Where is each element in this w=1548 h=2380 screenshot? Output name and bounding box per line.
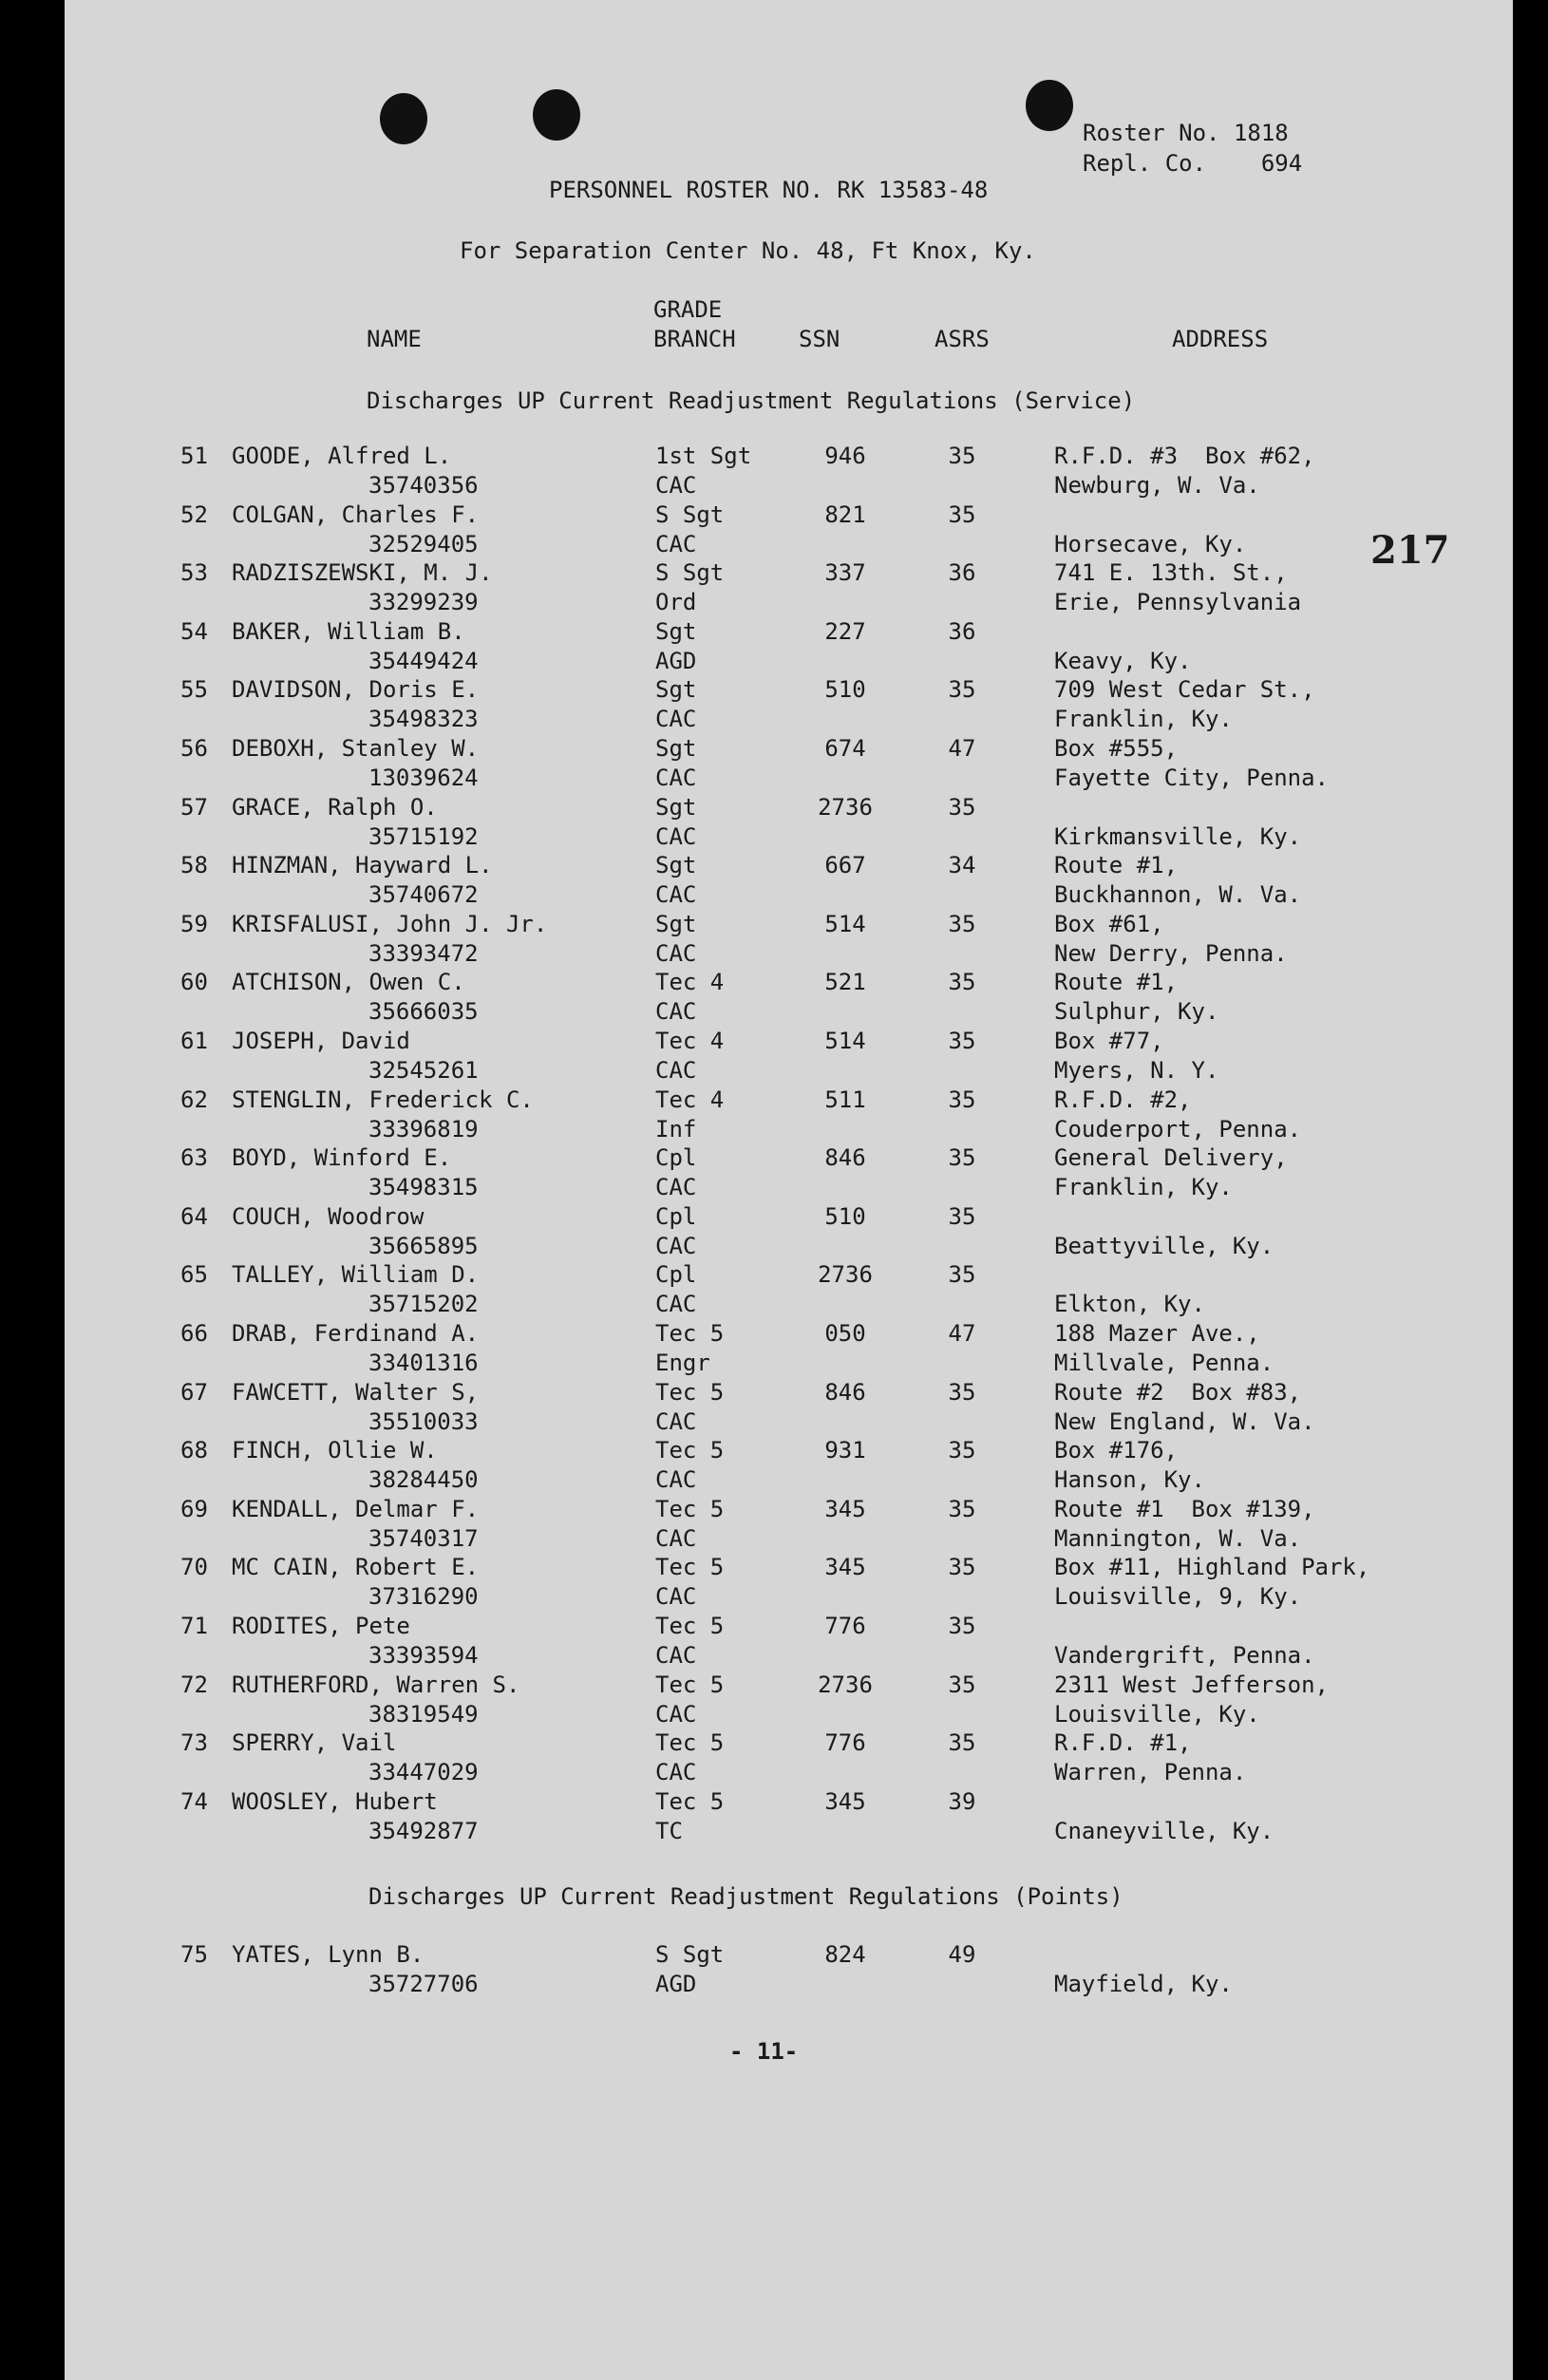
entry-number: 63	[180, 1144, 208, 1172]
branch: AGD	[655, 1971, 697, 1997]
entry-number: 56	[180, 735, 208, 762]
grade: Tec 4	[655, 1086, 725, 1113]
address-line-1: 709 West Cedar St.,	[1054, 676, 1315, 704]
asrs-score: 47	[948, 1320, 976, 1347]
soldier-name: KENDALL, Delmar F.	[232, 1495, 480, 1522]
ssn: 521	[824, 969, 866, 996]
address-line-2: Fayette City, Penna.	[1054, 765, 1329, 791]
column-header-name: NAME	[367, 326, 422, 352]
ssn: 510	[824, 676, 866, 704]
roster-entry	[65, 794, 1513, 853]
branch: Ord	[655, 589, 697, 616]
punch-hole-3	[1026, 80, 1073, 131]
address-line-2: Erie, Pennsylvania	[1054, 589, 1302, 616]
soldier-name: COUCH, Woodrow	[232, 1202, 425, 1230]
ssn: 345	[824, 1554, 866, 1581]
branch: CAC	[655, 706, 697, 733]
asrs-score: 39	[948, 1787, 976, 1815]
branch: CAC	[655, 765, 697, 791]
soldier-name: RUTHERFORD, Warren S.	[232, 1671, 520, 1698]
address-line-1: 2311 West Jefferson,	[1054, 1671, 1329, 1698]
entry-number: 66	[180, 1320, 208, 1347]
grade: Cpl	[655, 1144, 697, 1172]
address-line-2: Franklin, Ky.	[1054, 706, 1233, 733]
branch: CAC	[655, 1759, 697, 1786]
entry-number: 59	[180, 910, 208, 937]
punch-hole-1	[380, 93, 427, 144]
roster-entry	[65, 1496, 1513, 1555]
grade: Sgt	[655, 676, 697, 704]
entry-number: 73	[180, 1729, 208, 1757]
roster-entry	[65, 1203, 1513, 1262]
branch: CAC	[655, 1642, 697, 1669]
soldier-name: FAWCETT, Walter S,	[232, 1378, 480, 1406]
soldier-name: BAKER, William B.	[232, 617, 465, 645]
grade: Tec 5	[655, 1729, 725, 1757]
entry-number: 55	[180, 676, 208, 704]
soldier-name: DEBOXH, Stanley W.	[232, 735, 480, 762]
entry-number: 60	[180, 969, 208, 996]
address-line-1: Route #1,	[1054, 969, 1179, 996]
roster-entry	[65, 1788, 1513, 1847]
ssn: 345	[824, 1787, 866, 1815]
address-line-1: Box #77,	[1054, 1028, 1164, 1054]
address-line-1: Route #1,	[1054, 852, 1179, 879]
section-heading-points: Discharges UP Current Readjustment Regulations (Points)	[368, 1883, 1123, 1910]
ssn: 946	[824, 443, 866, 469]
roster-entry	[65, 1261, 1513, 1320]
asrs-score: 36	[948, 559, 976, 587]
asrs-score: 35	[948, 1437, 976, 1464]
branch: CAC	[655, 1700, 697, 1728]
address-line-1: Box #176,	[1054, 1437, 1179, 1464]
address-line-1: General Delivery,	[1054, 1144, 1288, 1172]
address-line-2: New England, W. Va.	[1054, 1407, 1315, 1435]
army-serial-number: 35492877	[368, 1817, 479, 1844]
column-header-address: ADDRESS	[1172, 326, 1269, 352]
grade: Tec 5	[655, 1613, 725, 1639]
roster-entry	[65, 1028, 1513, 1086]
asrs-score: 35	[948, 793, 976, 821]
army-serial-number: 35498323	[368, 706, 479, 733]
entry-number: 69	[180, 1495, 208, 1522]
branch: CAC	[655, 881, 697, 909]
entry-number: 52	[180, 501, 208, 528]
grade: Tec 4	[655, 1028, 725, 1054]
army-serial-number: 13039624	[368, 765, 479, 791]
ssn: 2736	[818, 1261, 873, 1289]
army-serial-number: 33447029	[368, 1759, 479, 1786]
address-line-1: Box #11, Highland Park,	[1054, 1554, 1370, 1581]
branch: CAC	[655, 822, 697, 850]
army-serial-number: 38319549	[368, 1700, 479, 1728]
entry-number: 61	[180, 1028, 208, 1054]
column-header-ssn: SSN	[799, 326, 840, 352]
address-line-2: Couderport, Penna.	[1054, 1115, 1302, 1143]
roster-entry	[65, 1554, 1513, 1613]
column-header-branch: BRANCH	[653, 326, 736, 352]
soldier-name: ATCHISON, Owen C.	[232, 969, 465, 996]
branch: CAC	[655, 1524, 697, 1552]
address-line-2: Buckhannon, W. Va.	[1054, 881, 1302, 909]
address-line-2: Vandergrift, Penna.	[1054, 1642, 1315, 1669]
grade: Tec 5	[655, 1671, 725, 1698]
roster-entry	[65, 443, 1513, 501]
grade: S Sgt	[655, 501, 725, 528]
address-line-1: R.F.D. #3 Box #62,	[1054, 443, 1315, 469]
column-header-grade: GRADE	[653, 296, 723, 323]
grade: Tec 5	[655, 1320, 725, 1347]
ssn: 846	[824, 1144, 866, 1172]
entry-number: 68	[180, 1437, 208, 1464]
army-serial-number: 35715202	[368, 1291, 479, 1318]
soldier-name: RADZISZEWSKI, M. J.	[232, 559, 493, 587]
ssn: 821	[824, 501, 866, 528]
entry-number: 64	[180, 1202, 208, 1230]
ssn: 2736	[818, 793, 873, 821]
address-line-2: New Derry, Penna.	[1054, 939, 1288, 967]
address-line-2: Keavy, Ky.	[1054, 647, 1192, 674]
army-serial-number: 38284450	[368, 1466, 479, 1494]
army-serial-number: 37316290	[368, 1583, 479, 1611]
grade: Tec 5	[655, 1787, 725, 1815]
grade: Cpl	[655, 1202, 697, 1230]
address-line-2: Beattyville, Ky.	[1054, 1232, 1274, 1259]
branch: Engr	[655, 1350, 710, 1376]
army-serial-number: 33299239	[368, 589, 479, 616]
soldier-name: HINZMAN, Hayward L.	[232, 852, 493, 879]
asrs-score: 35	[948, 443, 976, 469]
entry-number: 51	[180, 443, 208, 469]
branch: CAC	[655, 530, 697, 557]
branch: Inf	[655, 1115, 697, 1143]
asrs-score: 34	[948, 852, 976, 879]
grade: S Sgt	[655, 559, 725, 587]
branch: CAC	[655, 998, 697, 1026]
soldier-name: KRISFALUSI, John J. Jr.	[232, 910, 548, 937]
asrs-score: 35	[948, 676, 976, 704]
ssn: 510	[824, 1202, 866, 1230]
grade: Tec 4	[655, 969, 725, 996]
entry-number: 58	[180, 852, 208, 879]
asrs-score: 35	[948, 1144, 976, 1172]
asrs-score: 35	[948, 501, 976, 528]
branch: CAC	[655, 1583, 697, 1611]
ssn: 776	[824, 1613, 866, 1639]
army-serial-number: 32529405	[368, 530, 479, 557]
asrs-score: 47	[948, 735, 976, 762]
address-line-2: Warren, Penna.	[1054, 1759, 1247, 1786]
ssn: 2736	[818, 1671, 873, 1698]
entry-number: 75	[180, 1941, 208, 1968]
asrs-score: 35	[948, 1495, 976, 1522]
grade: Tec 5	[655, 1437, 725, 1464]
punch-hole-2	[533, 89, 580, 141]
address-line-1: Box #555,	[1054, 735, 1179, 762]
soldier-name: TALLEY, William D.	[232, 1261, 480, 1289]
address-line-2: Franklin, Ky.	[1054, 1174, 1233, 1201]
roster-entry	[65, 735, 1513, 794]
asrs-score: 35	[948, 969, 976, 996]
address-line-1: Box #61,	[1054, 910, 1164, 937]
address-line-2: Newburg, W. Va.	[1054, 472, 1260, 499]
address-line-2: Millvale, Penna.	[1054, 1350, 1274, 1376]
address-line-2: Hanson, Ky.	[1054, 1466, 1205, 1494]
soldier-name: STENGLIN, Frederick C.	[232, 1086, 534, 1113]
address-line-2: Kirkmansville, Ky.	[1054, 822, 1302, 850]
page-stamp-number: 217	[1370, 528, 1450, 573]
soldier-name: DRAB, Ferdinand A.	[232, 1320, 480, 1347]
ssn: 050	[824, 1320, 866, 1347]
address-line-2: Sulphur, Ky.	[1054, 998, 1219, 1026]
replacement-company: Repl. Co. 694	[1083, 150, 1303, 177]
address-line-2: Cnaneyville, Ky.	[1054, 1817, 1274, 1844]
soldier-name: RODITES, Pete	[232, 1613, 410, 1639]
branch: CAC	[655, 472, 697, 499]
roster-reference: Roster No. 1818	[1083, 120, 1289, 146]
roster-entry	[65, 852, 1513, 911]
asrs-score: 35	[948, 1086, 976, 1113]
branch: CAC	[655, 1291, 697, 1318]
soldier-name: MC CAIN, Robert E.	[232, 1554, 480, 1581]
address-line-1: R.F.D. #1,	[1054, 1729, 1192, 1757]
grade: Sgt	[655, 617, 697, 645]
roster-entry	[65, 1613, 1513, 1672]
roster-entry	[65, 1144, 1513, 1203]
soldier-name: SPERRY, Vail	[232, 1729, 397, 1757]
grade: 1st Sgt	[655, 443, 752, 469]
asrs-score: 35	[948, 1028, 976, 1054]
army-serial-number: 35715192	[368, 822, 479, 850]
army-serial-number: 35740672	[368, 881, 479, 909]
roster-entry	[65, 1379, 1513, 1438]
roster-title: PERSONNEL ROSTER NO. RK 13583-48	[549, 177, 989, 203]
address-line-2: Mannington, W. Va.	[1054, 1524, 1302, 1552]
army-serial-number: 32545261	[368, 1057, 479, 1084]
entry-number: 70	[180, 1554, 208, 1581]
address-line-2: Horsecave, Ky.	[1054, 530, 1247, 557]
entry-number: 54	[180, 617, 208, 645]
address-line-2: Myers, N. Y.	[1054, 1057, 1219, 1084]
entry-number: 53	[180, 559, 208, 587]
page-footer-number: - 11-	[729, 2038, 799, 2065]
address-line-2: Elkton, Ky.	[1054, 1291, 1205, 1318]
army-serial-number: 35727706	[368, 1971, 479, 1997]
address-line-1: 188 Mazer Ave.,	[1054, 1320, 1260, 1347]
roster-subtitle: For Separation Center No. 48, Ft Knox, Ky.	[460, 237, 1036, 264]
branch: AGD	[655, 647, 697, 674]
branch: TC	[655, 1817, 683, 1844]
grade: Cpl	[655, 1261, 697, 1289]
entry-number: 65	[180, 1261, 208, 1289]
ssn: 674	[824, 735, 866, 762]
ssn: 824	[824, 1941, 866, 1968]
ssn: 514	[824, 910, 866, 937]
soldier-name: WOOSLEY, Hubert	[232, 1787, 438, 1815]
branch: CAC	[655, 939, 697, 967]
roster-entry	[65, 1729, 1513, 1788]
roster-entry	[65, 501, 1513, 560]
soldier-name: DAVIDSON, Doris E.	[232, 676, 480, 704]
branch: CAC	[655, 1466, 697, 1494]
army-serial-number: 35665895	[368, 1232, 479, 1259]
soldier-name: GRACE, Ralph O.	[232, 793, 438, 821]
army-serial-number: 35510033	[368, 1407, 479, 1435]
ssn: 846	[824, 1378, 866, 1406]
army-serial-number: 33393472	[368, 939, 479, 967]
army-serial-number: 33393594	[368, 1642, 479, 1669]
asrs-score: 35	[948, 1613, 976, 1639]
address-line-2: Louisville, Ky.	[1054, 1700, 1260, 1728]
asrs-score: 36	[948, 617, 976, 645]
branch: CAC	[655, 1232, 697, 1259]
asrs-score: 35	[948, 1554, 976, 1581]
asrs-score: 35	[948, 1378, 976, 1406]
roster-entry	[65, 1320, 1513, 1379]
branch: CAC	[655, 1057, 697, 1084]
roster-entry	[65, 1437, 1513, 1496]
address-line-2: Louisville, 9, Ky.	[1054, 1583, 1302, 1611]
branch: CAC	[655, 1174, 697, 1201]
grade: S Sgt	[655, 1941, 725, 1968]
roster-entry	[65, 969, 1513, 1028]
asrs-score: 35	[948, 910, 976, 937]
asrs-score: 35	[948, 1261, 976, 1289]
army-serial-number: 33401316	[368, 1350, 479, 1376]
soldier-name: JOSEPH, David	[232, 1028, 410, 1054]
ssn: 345	[824, 1495, 866, 1522]
grade: Tec 5	[655, 1554, 725, 1581]
asrs-score: 49	[948, 1941, 976, 1968]
grade: Sgt	[655, 793, 697, 821]
ssn: 667	[824, 852, 866, 879]
entry-number: 74	[180, 1787, 208, 1815]
branch: CAC	[655, 1407, 697, 1435]
soldier-name: FINCH, Ollie W.	[232, 1437, 438, 1464]
soldier-name: COLGAN, Charles F.	[232, 501, 480, 528]
address-line-1: 741 E. 13th. St.,	[1054, 559, 1288, 587]
grade: Sgt	[655, 735, 697, 762]
ssn: 776	[824, 1729, 866, 1757]
roster-entry	[65, 1086, 1513, 1145]
address-line-1: R.F.D. #2,	[1054, 1086, 1192, 1113]
asrs-score: 35	[948, 1729, 976, 1757]
section-heading-service: Discharges UP Current Readjustment Regulations (Service)	[367, 387, 1136, 414]
ssn: 931	[824, 1437, 866, 1464]
ssn: 337	[824, 559, 866, 587]
entry-number: 67	[180, 1378, 208, 1406]
grade: Sgt	[655, 910, 697, 937]
ssn: 511	[824, 1086, 866, 1113]
soldier-name: GOODE, Alfred L.	[232, 443, 452, 469]
soldier-name: YATES, Lynn B.	[232, 1941, 425, 1968]
army-serial-number: 35666035	[368, 998, 479, 1026]
roster-entry	[65, 1941, 1513, 2000]
address-line-2: Mayfield, Ky.	[1054, 1971, 1233, 1997]
roster-entry	[65, 911, 1513, 970]
army-serial-number: 35740356	[368, 472, 479, 499]
ssn: 227	[824, 617, 866, 645]
asrs-score: 35	[948, 1202, 976, 1230]
roster-entry	[65, 559, 1513, 618]
army-serial-number: 33396819	[368, 1115, 479, 1143]
entry-number: 71	[180, 1613, 208, 1639]
grade: Sgt	[655, 852, 697, 879]
roster-entry	[65, 1672, 1513, 1730]
document-page	[65, 0, 1513, 2380]
entry-number: 62	[180, 1086, 208, 1113]
column-header-asrs: ASRS	[934, 326, 990, 352]
asrs-score: 35	[948, 1671, 976, 1698]
address-line-1: Route #1 Box #139,	[1054, 1495, 1315, 1522]
army-serial-number: 35498315	[368, 1174, 479, 1201]
army-serial-number: 35449424	[368, 647, 479, 674]
army-serial-number: 35740317	[368, 1524, 479, 1552]
address-line-1: Route #2 Box #83,	[1054, 1378, 1302, 1406]
roster-entry	[65, 618, 1513, 677]
grade: Tec 5	[655, 1378, 725, 1406]
entry-number: 72	[180, 1671, 208, 1698]
entry-number: 57	[180, 793, 208, 821]
grade: Tec 5	[655, 1495, 725, 1522]
roster-entry	[65, 676, 1513, 735]
soldier-name: BOYD, Winford E.	[232, 1144, 452, 1172]
ssn: 514	[824, 1028, 866, 1054]
